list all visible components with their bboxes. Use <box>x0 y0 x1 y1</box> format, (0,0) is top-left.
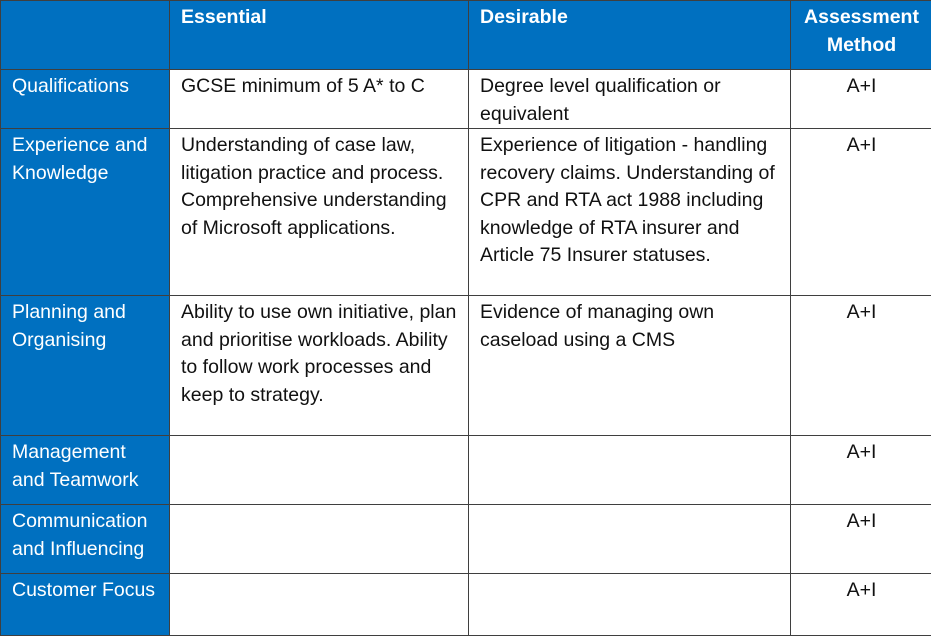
assessment-method-cell: A+I <box>791 436 931 505</box>
essential-cell <box>170 436 469 505</box>
header-essential: Essential <box>170 1 469 70</box>
assessment-method-cell: A+I <box>791 70 931 129</box>
desirable-cell <box>469 574 791 636</box>
table-row-customer-focus <box>1 574 931 636</box>
header-blank-cell <box>1 1 170 70</box>
row-label: Communication and Influencing <box>1 505 170 574</box>
essential-cell <box>170 505 469 574</box>
desirable-cell: Evidence of managing own caseload using a CMS <box>469 296 791 436</box>
row-label: Planning and Organising <box>1 296 170 436</box>
table-row-planning <box>1 296 931 436</box>
assessment-method-cell: A+I <box>791 574 931 636</box>
row-label: Management and Teamwork <box>1 436 170 505</box>
essential-cell: Understanding of case law, litigation practice and process. Comprehensive understanding of Microsoft applications. <box>170 129 469 296</box>
row-label: Customer Focus <box>1 574 170 636</box>
table-row-communication <box>1 505 931 574</box>
assessment-method-cell: A+I <box>791 505 931 574</box>
essential-cell: Ability to use own initiative, plan and prioritise workloads. Ability to follow work processes and keep to strategy. <box>170 296 469 436</box>
header-assessment-method: Assessment Method <box>791 1 931 70</box>
desirable-cell: Degree level qualification or equivalent <box>469 70 791 129</box>
table-row-qualifications <box>1 70 931 129</box>
table-row-management <box>1 436 931 505</box>
desirable-cell: Experience of litigation - handling recovery claims. Understanding of CPR and RTA act 1988 including knowledge of RTA insurer and Article 75 Insurer statuses. <box>469 129 791 296</box>
table-row-experience <box>1 129 931 296</box>
assessment-method-cell: A+I <box>791 296 931 436</box>
assessment-method-cell: A+I <box>791 129 931 296</box>
desirable-cell <box>469 436 791 505</box>
row-label: Qualifications <box>1 70 170 129</box>
desirable-cell <box>469 505 791 574</box>
essential-cell: GCSE minimum of 5 A* to C <box>170 70 469 129</box>
row-label: Experience and Knowledge <box>1 129 170 296</box>
essential-cell <box>170 574 469 636</box>
header-desirable: Desirable <box>469 1 791 70</box>
header-row <box>1 1 931 70</box>
